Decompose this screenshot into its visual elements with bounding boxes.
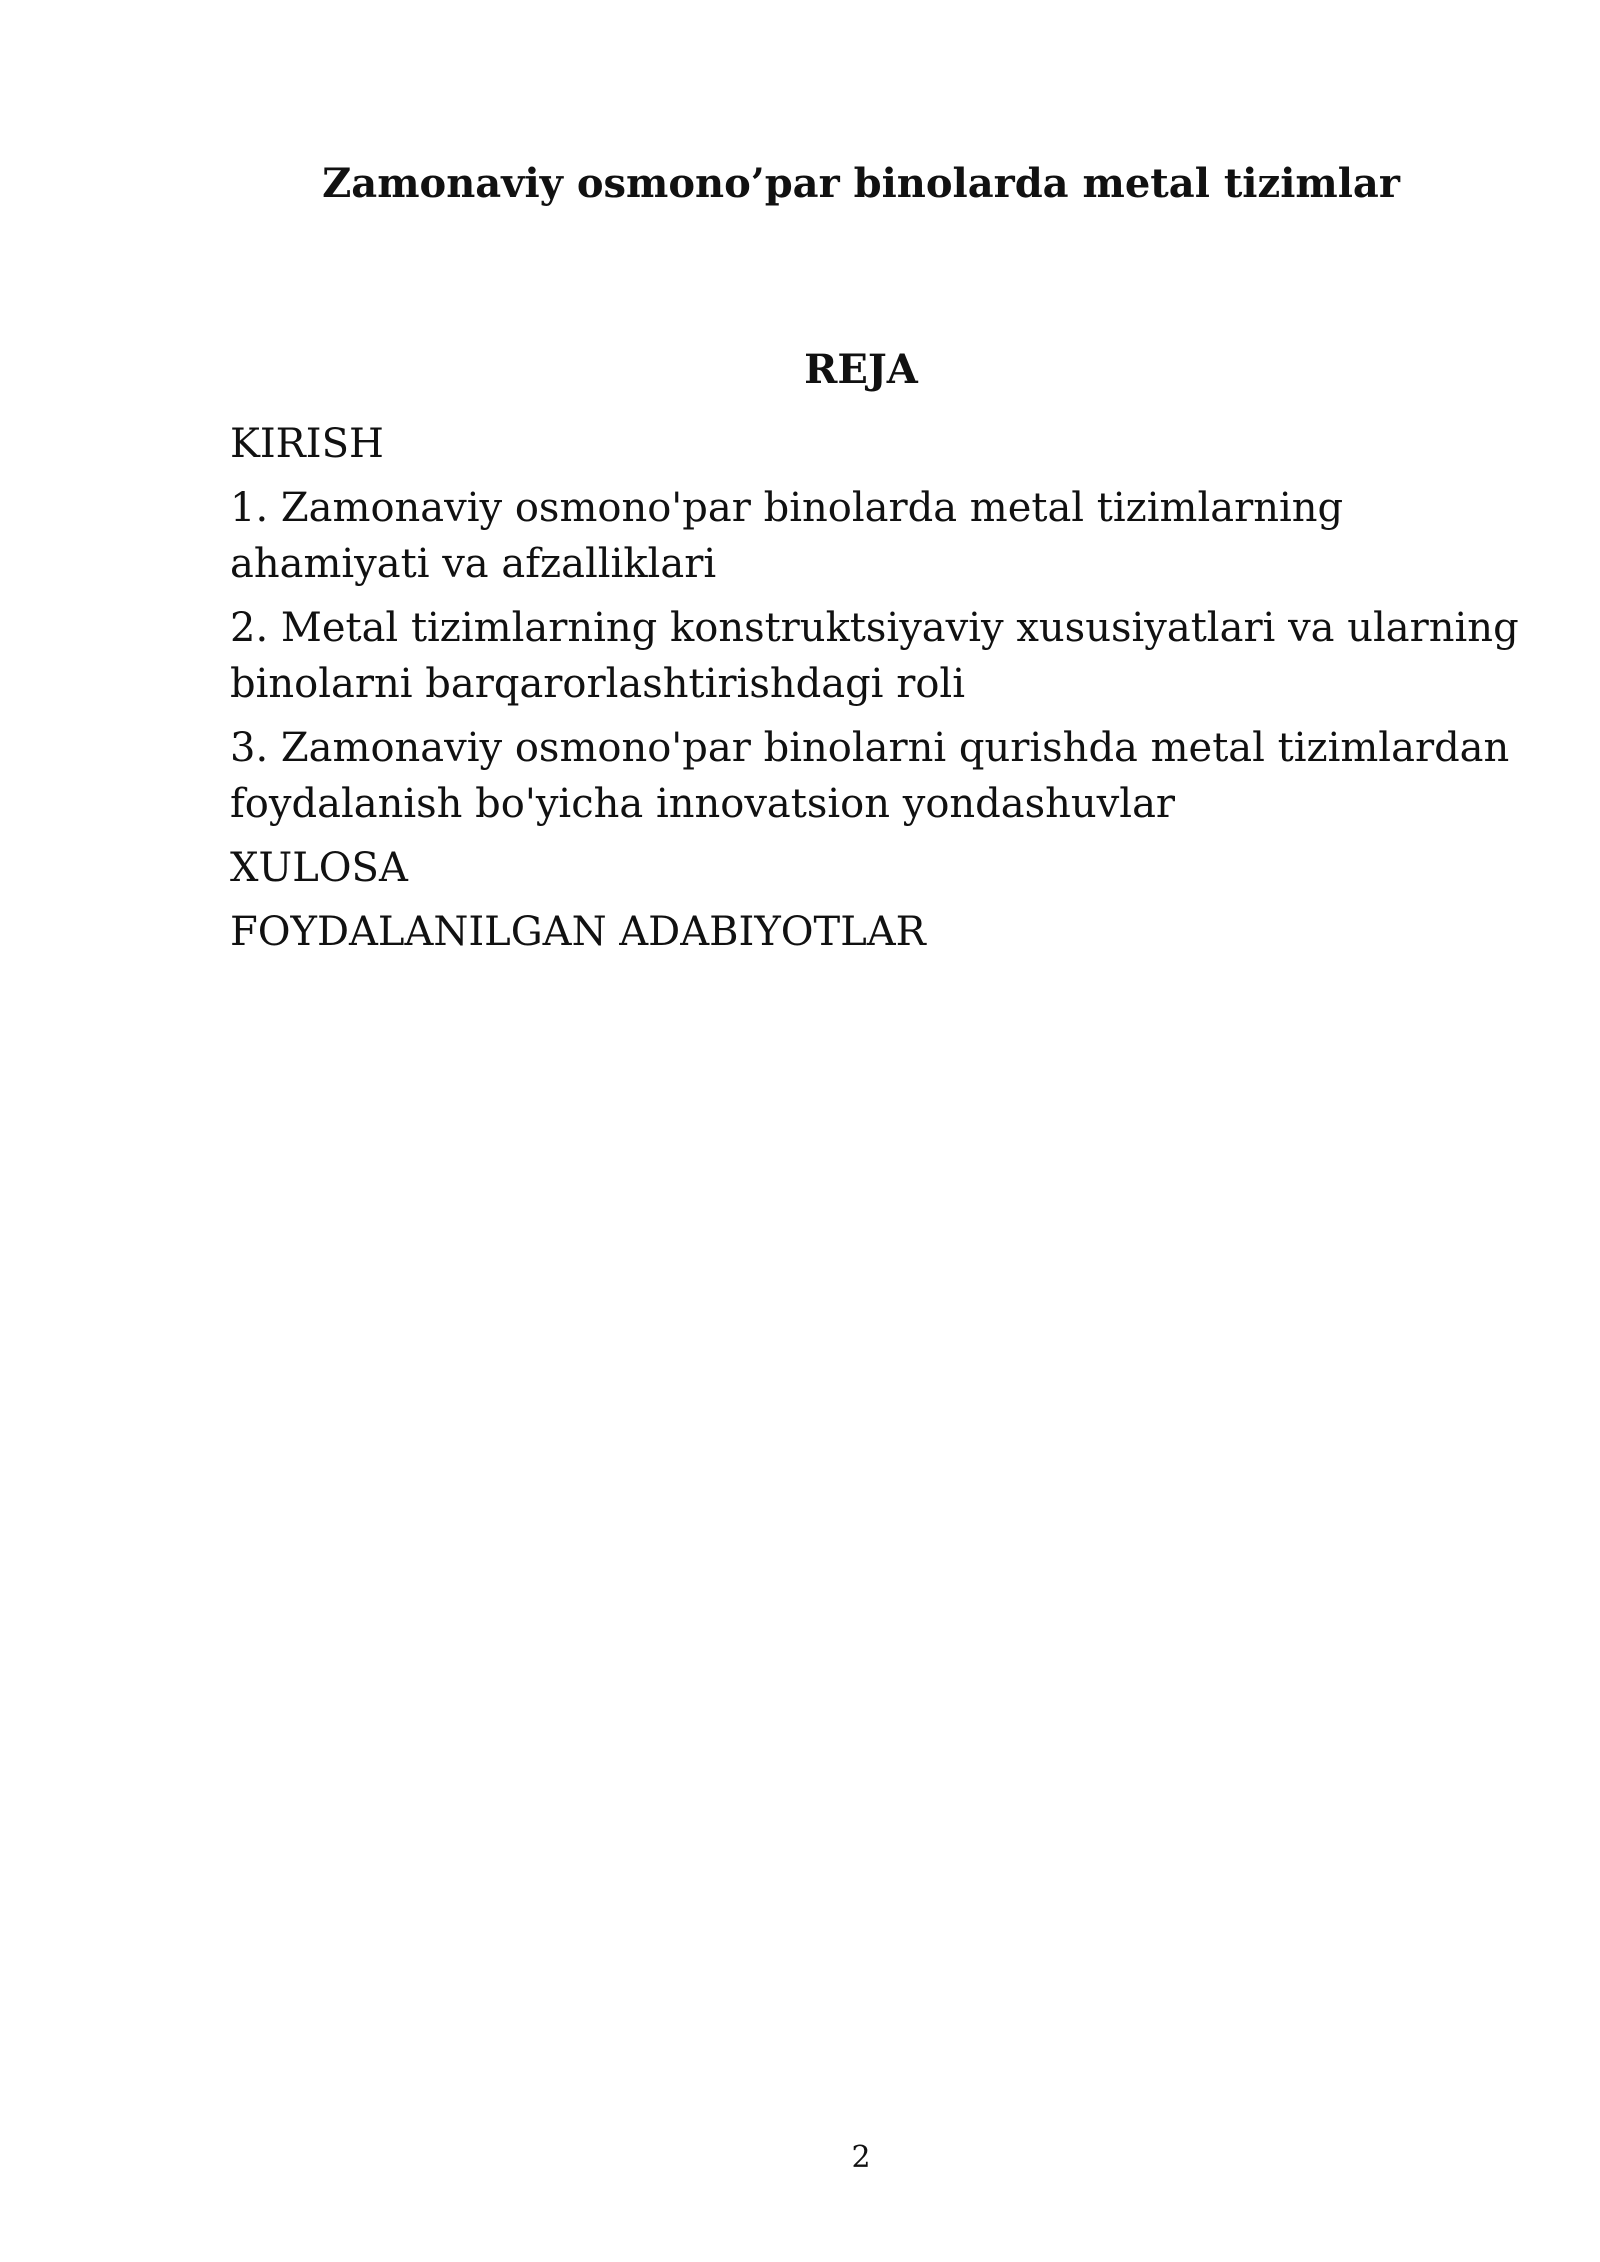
table-of-contents	[230, 416, 1530, 968]
page-number: 2	[851, 2140, 871, 2175]
document-title: Zamonaviy osmono’par binolarda metal tizimlar	[322, 160, 1400, 207]
toc-item-references: FOYDALANILGAN ADABIYOTLAR	[230, 909, 926, 955]
toc-item-introduction: KIRISH	[230, 421, 384, 467]
toc-item-chapter-3: 3. Zamonaviy osmono'par binolarni qurishda metal tizimlardan foydalanish bo'yicha innovatsion yondashuvlar	[230, 725, 1510, 827]
toc-item-conclusion: XULOSA	[230, 845, 408, 891]
toc-item-chapter-1: 1. Zamonaviy osmono'par binolarda metal tizimlarning ahamiyati va afzalliklari	[230, 485, 1344, 587]
toc-item-chapter-2: 2. Metal tizimlarning konstruktsiyaviy xususiyatlari va ularning binolarni barqarorlashtirishdagi roli	[230, 605, 1519, 707]
plan-heading: REJA	[804, 346, 918, 393]
